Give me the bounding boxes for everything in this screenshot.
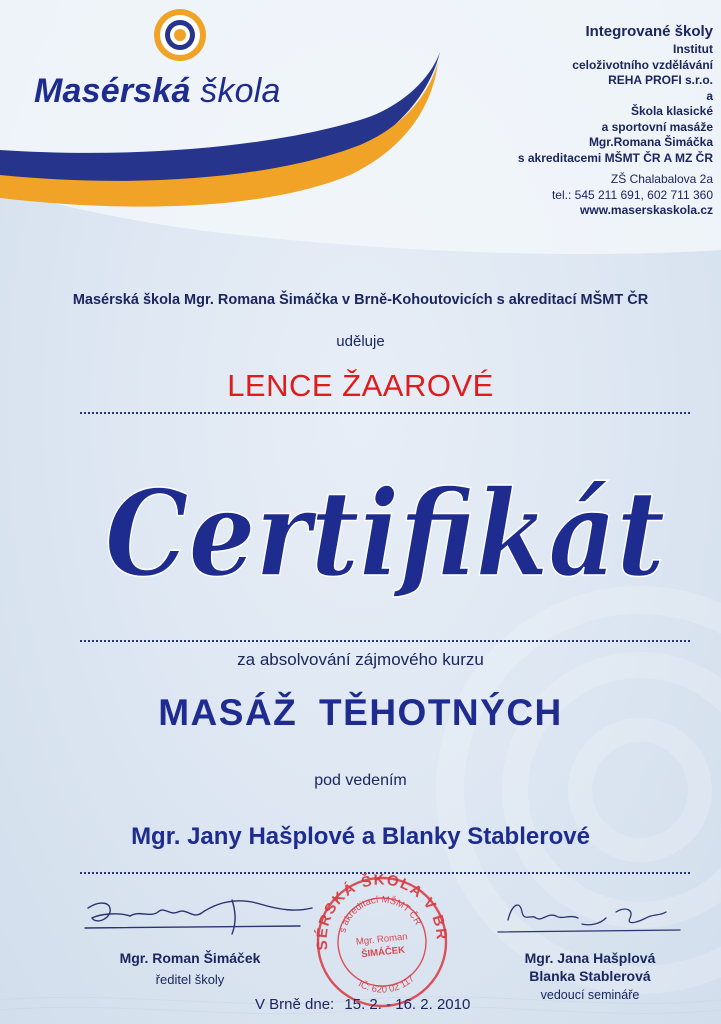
issuer-line: a sportovní masáže [601,119,713,134]
issuer-line: a [706,88,713,103]
left-signatory-role: ředitel školy [155,972,225,987]
issuer-line: Mgr.Romana Šimáčka [588,135,713,149]
concentric-circles-logo-icon [150,5,210,65]
right-signatory-role: vedoucí semináře [540,988,640,1002]
issuer-phone: tel.: 545 211 691, 602 711 360 [551,187,713,202]
completion-text: za absolvování zájmového kurzu [237,650,484,669]
course-date: 15. 2. - 16. 2. 2010 [344,996,471,1013]
accreditation-line: Masérská škola Mgr. Romana Šimáčka v Brně-Kohoutovicích s akreditací MŠMT ČR [72,292,649,308]
right-signatory-name-1: Mgr. Jana Hašplová [524,950,656,966]
issuer-line: Škola klasické [630,104,713,118]
stamp-center-line-1: Mgr. Roman [355,931,409,948]
issuer-address: ZŠ Chalabalova 2a [610,172,713,186]
recipient-name: LENCE ŽAAROVÉ [227,368,494,403]
stamp-center-line-2: ŠIMÁČEK [360,944,406,961]
issuer-line: REHA PROFI s.r.o. [608,73,713,87]
grants-text: uděluje [336,333,385,350]
issuer-line: Institut [673,42,713,56]
certificate-title [70,425,700,645]
dotted-divider-lecturers [80,872,690,874]
certificate-title-text: Certifikát [105,464,665,603]
left-signatory-name: Mgr. Roman Šimáček [119,950,261,966]
dotted-divider-bottom [80,640,690,642]
led-by-text: pod vedením [314,772,407,789]
issuer-block [453,22,713,219]
stamp-inner-text: s akreditací MŠMT ČR [337,894,424,934]
dotted-divider-top [80,412,690,414]
issuer-line: s akreditacemi MŠMT ČR A MZ ČR [517,150,713,165]
course-name: MASÁŽ TĚHOTNÝCH [158,692,563,733]
logo-name-bold: Masérská [34,72,191,110]
lecturers-names: Mgr. Jany Hašplové a Blanky Stablerové [131,823,590,850]
stamp-id-text: IČ: 620 02 117 [356,973,417,996]
right-signatory-name-2: Blanka Stablerová [529,968,651,984]
place-label: V Brně dne: [255,996,335,1013]
issuer-web: www.maserskaskola.cz [580,203,713,217]
issuer-title: Integrované školy [585,23,713,40]
issuer-line: celoživotního vzdělávání [572,57,713,72]
stamp-outer-text: MASÉRSKÁ ŠKOLA V BRNĚ [313,871,451,952]
school-logo-text [34,72,281,111]
logo-name-regular: škola [200,72,281,110]
place-date [255,996,470,1013]
